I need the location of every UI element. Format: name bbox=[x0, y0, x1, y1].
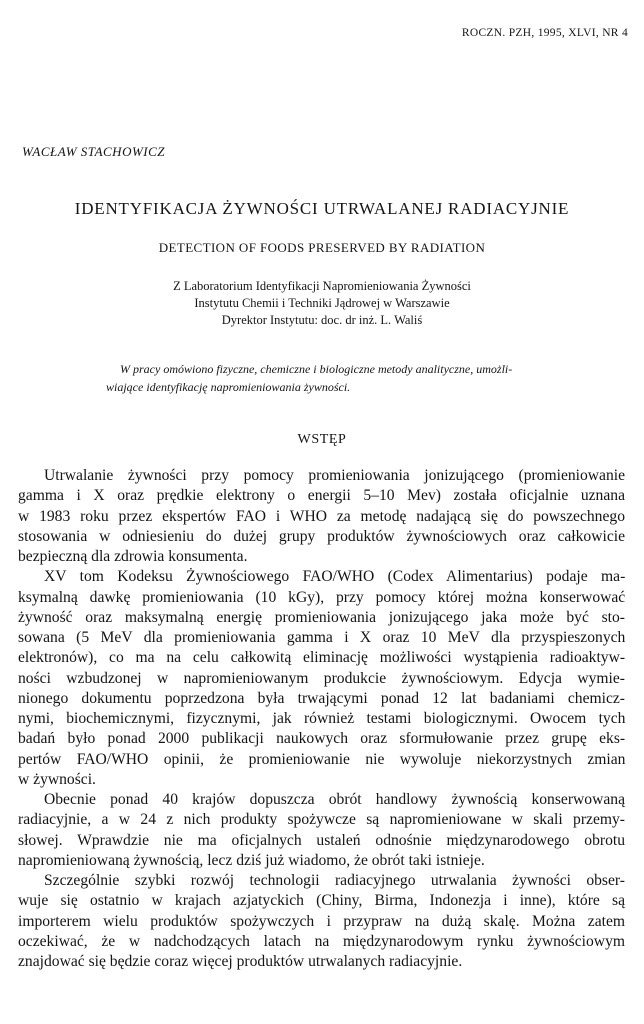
body-line: radiacyjnie, a w 24 z nich produkty spożywcze są napromieniowane w skali przemy- bbox=[18, 811, 625, 829]
body-line: oczekiwać, że w nadchodzących latach na międzynarodowym rynku żywnościowym bbox=[18, 932, 625, 950]
body-line: napromieniowaną żywnością, lecz dziś już wiadomo, że obrót taki istnieje. bbox=[18, 851, 485, 869]
body-line: badań było ponad 2000 publikacji naukowych oraz sformułowanie przez grupę eks- bbox=[18, 730, 626, 748]
body-line: znajdować się będzie coraz więcej produktów utrwalanych radiacyjnie. bbox=[18, 953, 463, 970]
body-line: gamma i X oraz prędkie elektrony o energii 5–10 Mev) została oficjalnie uznana bbox=[18, 487, 625, 505]
affiliation-block bbox=[0, 278, 644, 329]
abstract-line: wiające identyfikację napromieniowania żywności. bbox=[106, 380, 351, 394]
body-line: Utrwalanie żywności przy pomocy promieniowania jonizującego (promieniowanie bbox=[44, 467, 626, 484]
body-line: bezpieczną dla zdrowia konsumenta. bbox=[18, 548, 248, 565]
body-line: pertów FAO/WHO opinii, że promieniowanie nie wywoluje niekorzystnych zmian bbox=[18, 750, 626, 768]
affiliation-line: Z Laboratorium Identyfikacji Napromieniowania Żywności bbox=[173, 279, 471, 293]
abstract-line: W pracy omówiono fizyczne, chemiczne i biologiczne metody analityczne, umożli- bbox=[120, 362, 513, 376]
body-line: stosowania w odniesieniu do dużej grupy produktów żywnościowych oraz całkowicie bbox=[18, 527, 625, 545]
body-line: sowana (5 MeV dla promieniowania gamma i X oraz 10 MeV dla przyspieszonych bbox=[18, 629, 626, 646]
body-line: wuje się ostatnio w krajach azjatyckich (Chiny, Birma, Indonezja i inne), które są bbox=[18, 892, 625, 910]
body-line: w żywności. bbox=[18, 770, 96, 788]
affiliation-line: Instytutu Chemii i Techniki Jądrowej w Warszawie bbox=[194, 296, 450, 310]
affiliation-line: Dyrektor Instytutu: doc. dr inż. L. Waliś bbox=[221, 313, 423, 327]
body-line: elektronów), co ma na celu całkowitą eliminację możliwości wystąpienia radioaktyw- bbox=[18, 649, 626, 667]
body-line: żywność oraz maksymalną energię promieniowania jonizującego jaka może być sto- bbox=[18, 608, 625, 626]
body-line: nymi, biochemicznymi, fizycznymi, jak również testami biologicznymi. Owocem tych bbox=[18, 710, 626, 727]
body-line: Szczególnie szybki rozwój technologii radiacyjnego utrwalania żywności obser- bbox=[44, 872, 625, 889]
abstract bbox=[106, 360, 630, 396]
article-title: IDENTYFIKACJA ŻYWNOŚCI UTRWALANEJ RADIACYJNIE bbox=[74, 199, 570, 218]
author-name: WACŁAW STACHOWICZ bbox=[22, 144, 166, 159]
body-line: nionego dokumentu poprzedzona była trwającymi ponad 12 lat badaniami chemicz- bbox=[18, 689, 625, 707]
body-line: ności wzbudzonej w napromieniowanym produkcie żywnościowym. Edycja wymie- bbox=[18, 669, 625, 687]
article-subtitle-english: DETECTION OF FOODS PRESERVED BY RADIATION bbox=[158, 240, 486, 255]
body-line: Obecnie ponad 40 krajów dopuszcza obrót handlowy żywnością konserwowaną bbox=[44, 791, 625, 808]
body-line: XV tom Kodeksu Żywnościowego FAO/WHO (Codex Alimentarius) podaje ma- bbox=[44, 568, 626, 586]
body-text bbox=[18, 466, 625, 972]
section-heading: WSTĘP bbox=[297, 432, 347, 447]
body-line: w 1983 roku przez ekspertów FAO i WHO za metodę nadającą się do powszechnego bbox=[18, 507, 625, 525]
body-line: słowej. Wprawdzie nie ma oficjalnych ustaleń odnośnie międzynarodowego obrotu bbox=[18, 831, 625, 849]
body-line: ksymalną dawkę promieniowania (10 kGy), przy pomocy której można konserwować bbox=[18, 588, 626, 606]
journal-reference: ROCZN. PZH, 1995, XLVI, NR 4 bbox=[461, 27, 628, 39]
body-line: importerem wielu produktów spożywczych i przypraw na dużą skalę. Można zatem bbox=[18, 912, 625, 930]
